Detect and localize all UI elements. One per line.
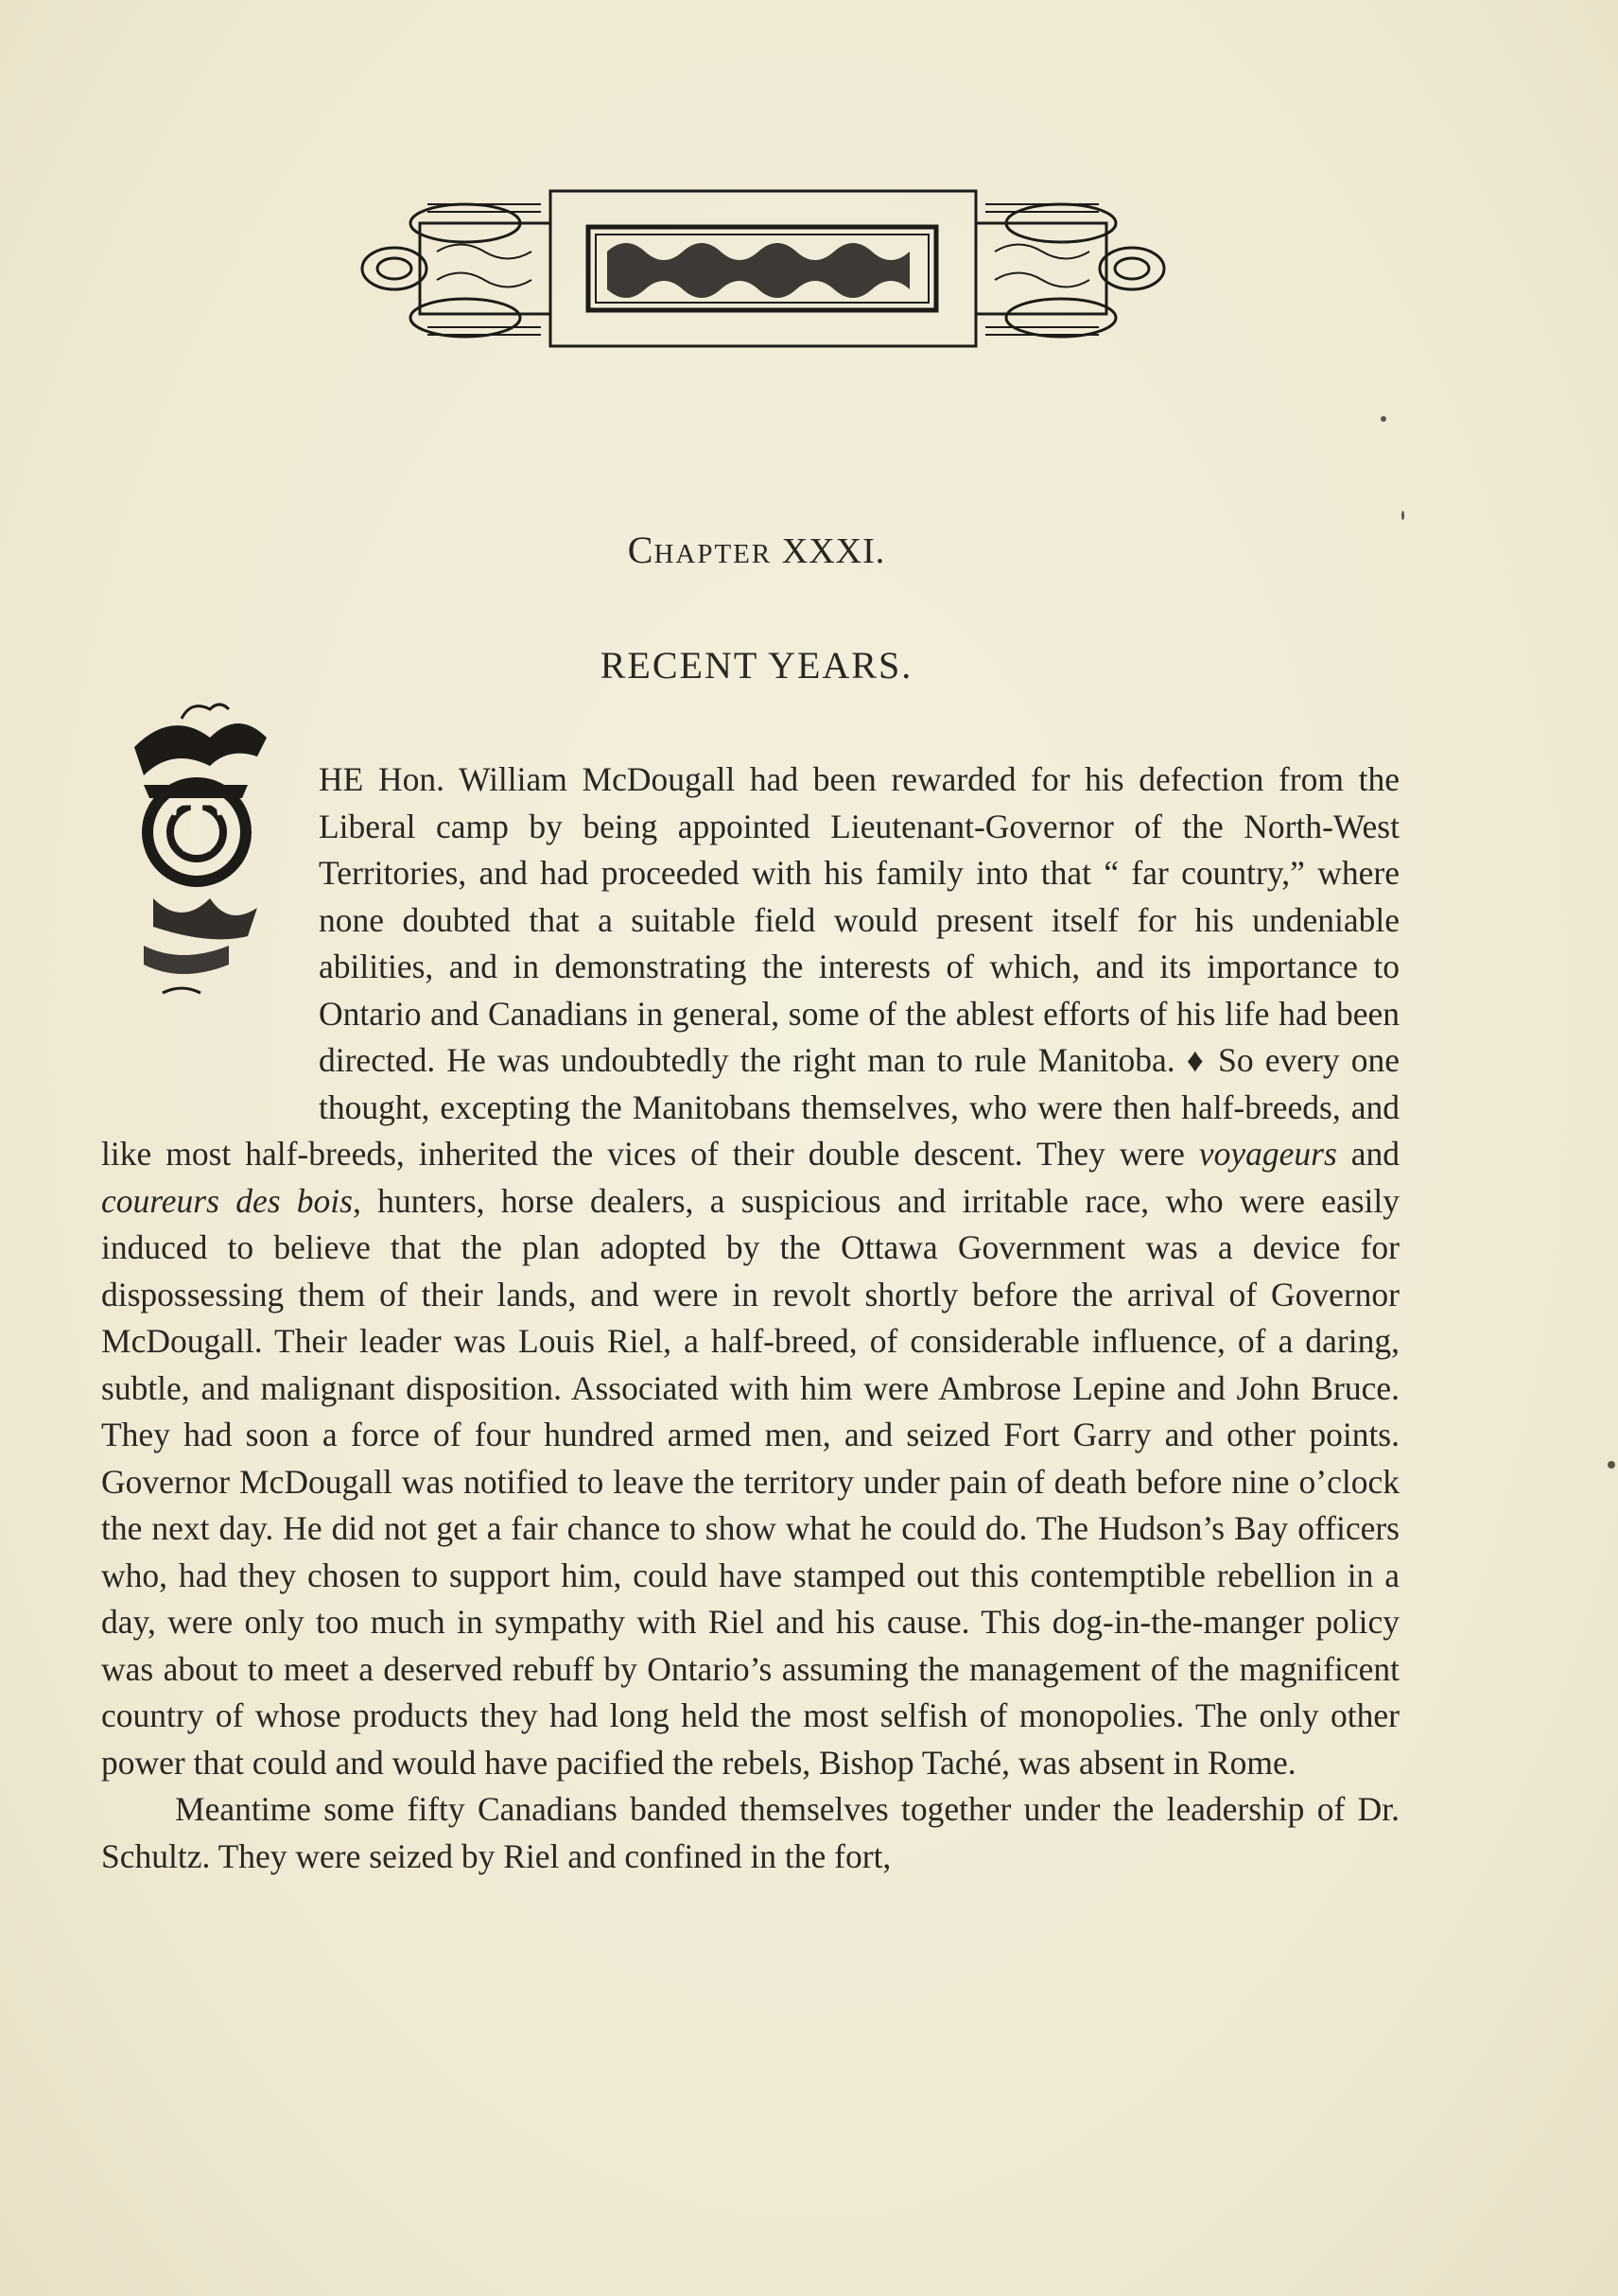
page-speck (1381, 416, 1386, 422)
page-speck (1608, 1461, 1615, 1469)
drop-cap-space (101, 757, 319, 1085)
paragraph-2: Meantime some fifty Canadians banded themselves together under the leadership of Dr. Schultz. They were seized by Riel and confined in the fort, (101, 1790, 1400, 1875)
chapter-title (0, 528, 1513, 572)
paragraph-1-and: and (1350, 1135, 1401, 1173)
italic-coureurs: coureurs des bois (101, 1181, 353, 1220)
drop-cap-letter: T (171, 785, 222, 868)
paragraph-1-rest: , hunters, horse dealers, a suspicious and irritable race, who were easily induced to believe that the plan adopted by the Ottawa Government was a device for dispossessing them of their lands, and were in revolt shortly before the arrival of Governor McDougall. Their leader was Louis Riel, a half-breed, of considerable influence, of a daring, subtle, and malignant disposition. Associated with him were Ambrose Lepine and John Bruce. They had soon a force of four hundred armed men, and seized Fort Garry and other points. Governor McDougall was notified to leave the territory under pain of death before nine o’clock the next day. He did not get a fair chance to show what he could do. The Hudson’s Bay officers who, had they chosen to support him, could have stamped out this contemptible rebellion in a day, were only too much in sympathy with Riel and his cause. This dog-in-the-manger policy was about to meet a deserved rebuff by Ontario’s assuming the management of the magnificent country of whose products they had long held the most selfish of monopolies. The only other power that could and would have pacified the rebels, Bishop Taché, was absent in Rome. (101, 1181, 1400, 1782)
chapter-label: HAPTER (653, 539, 773, 569)
chapter-number: XXXI. (781, 531, 886, 571)
chapter-label-initial: C (627, 529, 654, 571)
page-speck (1401, 511, 1404, 520)
chapter-heading: RECENT YEARS. (600, 644, 913, 687)
italic-voyageurs: voyageurs (1198, 1135, 1337, 1173)
ornamental-headpiece (352, 185, 1174, 352)
paragraph-1 (101, 757, 1400, 1786)
paragraph-1-opening: HE Hon. William McDougall had been rewarded for his defection from the Liberal camp by being appointed Lieutenant-Governor of the North-West Territories, and had proceeded with his family into that “ far country,” where none doubted that a suitable field would present itself for his undeniable abilities, and in demonstrating the interests of which, and its importance to Ontario and Canadians in general, some of the ablest efforts of his life had been directed. He was undoubtedly the right man to rule Manitoba. ♦ So every one thought, excepting the Manitobans themselves, who were then half-breeds, and like most half-breeds, inherited the vices of their double descent. They were (101, 760, 1400, 1173)
body-text (101, 757, 1400, 1880)
